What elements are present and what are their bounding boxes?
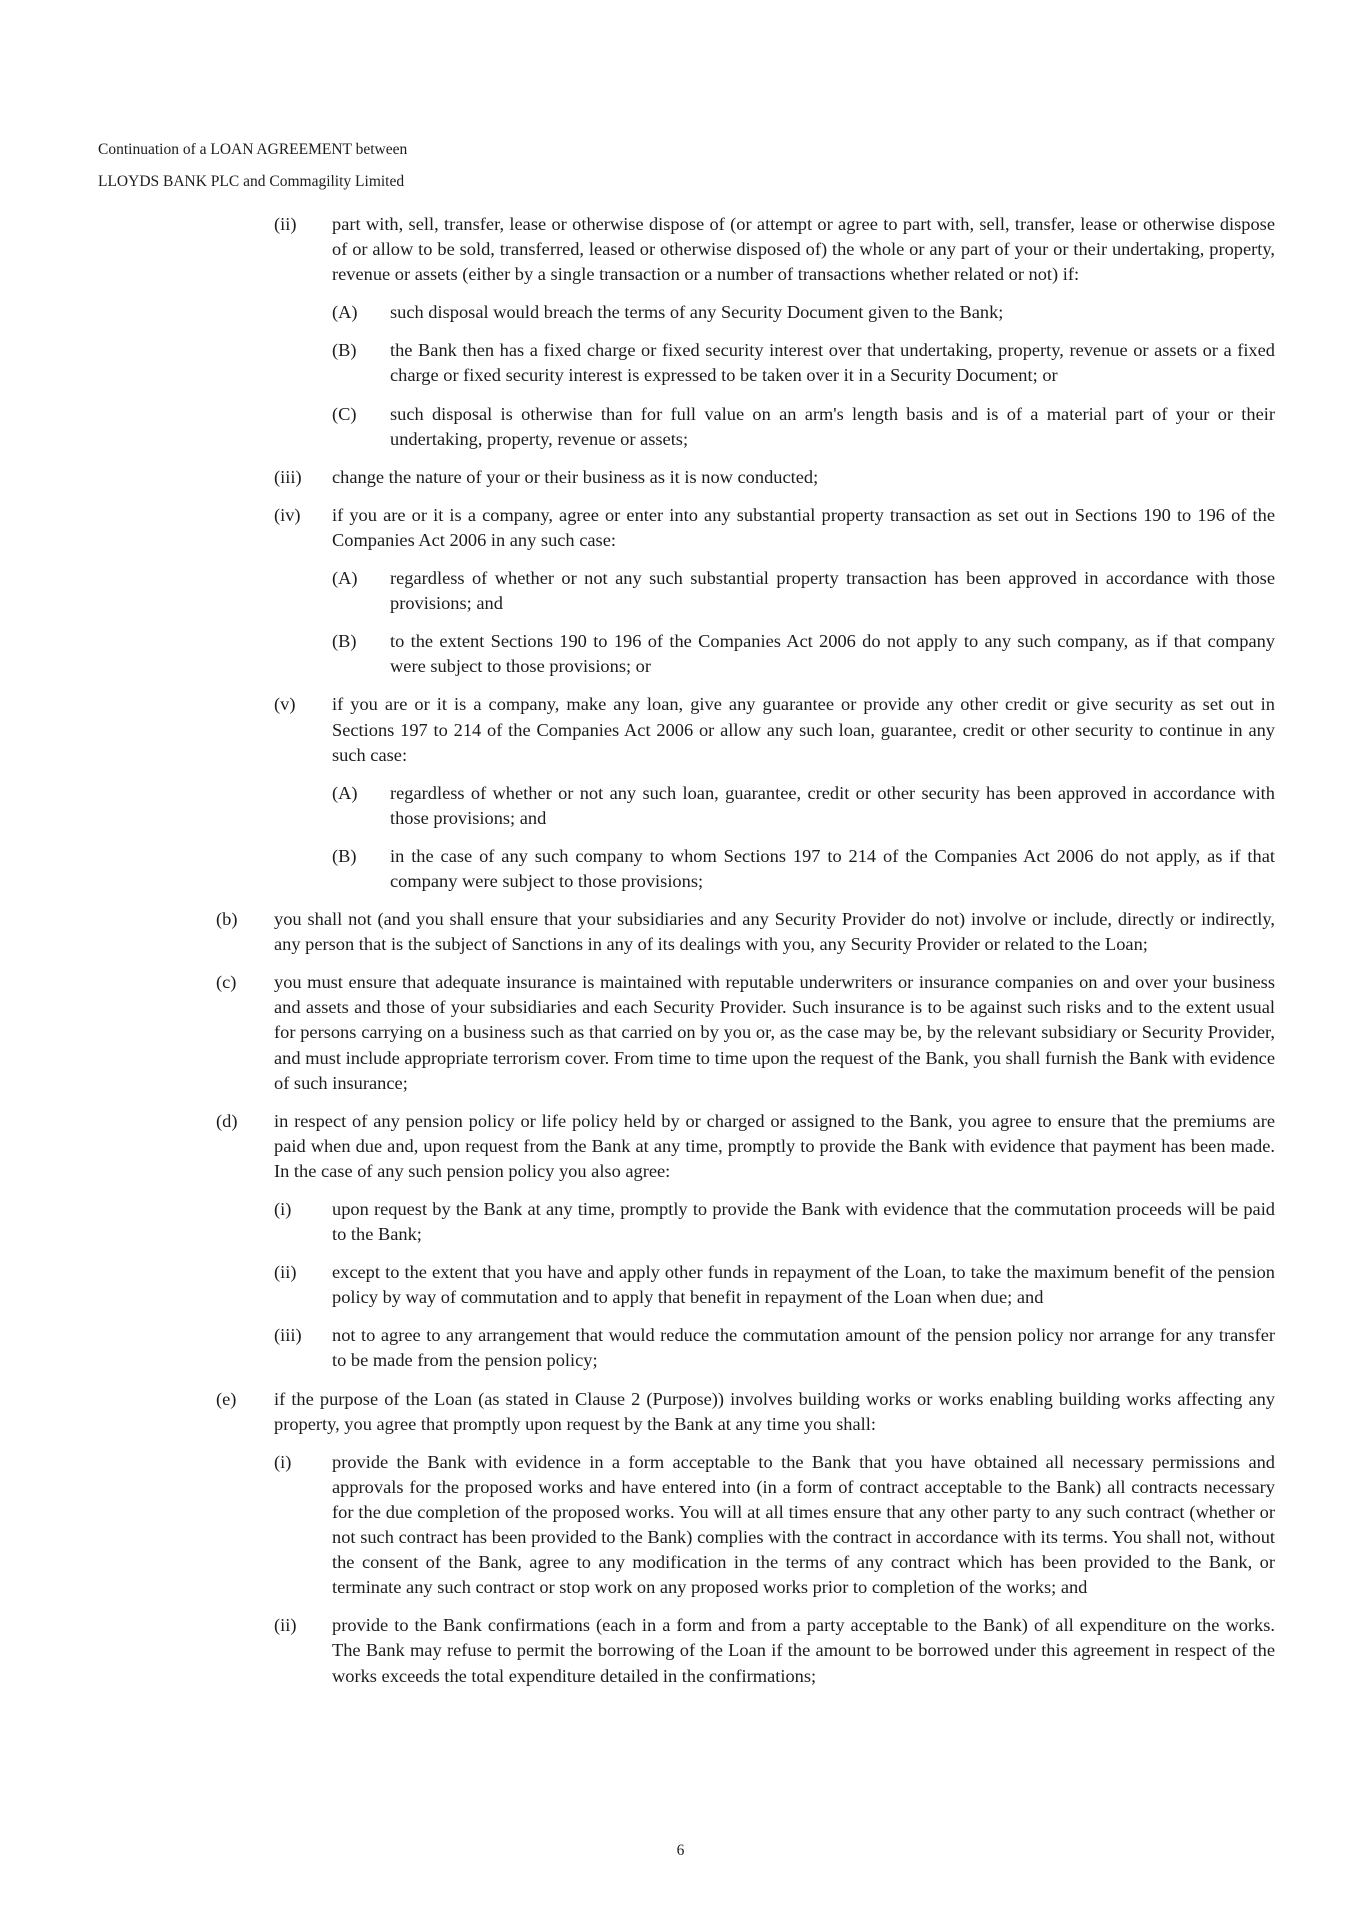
clause-text: provide to the Bank confirmations (each in a form and from a party acceptable to the Bank) of all expenditure on the works. The Bank may refuse to permit the borrowing of the Loan if the amount to be borrowed under this agreement in respect of the works exceeds the total expenditure detailed in the confirmations; <box>332 1615 1275 1686</box>
clause-item <box>216 907 1275 957</box>
clause-text: you shall not (and you shall ensure that your subsidiaries and any Security Provider do not) involve or include, directly or indirectly, any person that is the subject of Sanctions in any of its dealings with you, any Security Provider or related to the Loan; <box>274 909 1275 955</box>
clause-item <box>332 629 1275 679</box>
clause-label: (ii) <box>274 1262 297 1283</box>
clause-text: in respect of any pension policy or life policy held by or charged or assigned to the Bank, you agree to ensure that the premiums are paid when due and, upon request from the Bank at any time, promptly to provide the Bank with evidence that payment has been made. In the case of any such pension policy you also agree: <box>274 1110 1275 1181</box>
clause-item <box>274 212 1275 287</box>
clause-text: not to agree to any arrangement that would reduce the commutation amount of the pension policy nor arrange for any transfer to be made from the pension policy; <box>332 1325 1275 1371</box>
clause-text: regardless of whether or not any such substantial property transaction has been approved in accordance with those provisions; and <box>390 568 1275 614</box>
clause-item <box>274 503 1275 553</box>
clause-text: regardless of whether or not any such loan, guarantee, credit or other security has been approved in accordance with those provisions; and <box>390 782 1275 828</box>
clause-label: (b) <box>216 909 238 930</box>
clause-text: provide the Bank with evidence in a form acceptable to the Bank that you have obtained all necessary permissions and approvals for the proposed works and have entered into (in a form of contract acceptable to the Bank) all contracts necessary for the due completion of the proposed works. You will at all times ensure that any other party to any such contract (whether or not such contract has been provided to the Bank) complies with the contract in accordance with its terms. You shall not, without the consent of the Bank, agree to any modification in the terms of any contract which has been provided to the Bank, or terminate any such contract or stop work on any proposed works prior to completion of the works; and <box>332 1451 1275 1598</box>
page-number: 6 <box>676 1842 685 1859</box>
clause-item <box>274 1197 1275 1247</box>
header-line-1: Continuation of a LOAN AGREEMENT between <box>98 141 408 158</box>
clause-label: (A) <box>332 782 358 803</box>
clause-text: upon request by the Bank at any time, promptly to provide the Bank with evidence that the commutation proceeds will be paid to the Bank; <box>332 1199 1275 1245</box>
clause-label: (i) <box>274 1451 292 1472</box>
clause-label: (B) <box>332 845 357 866</box>
clause-item <box>274 1613 1275 1688</box>
clause-item <box>274 1450 1275 1601</box>
clause-item <box>332 300 1275 325</box>
clause-item <box>274 1323 1275 1373</box>
clause-label: (i) <box>274 1199 292 1219</box>
clause-label: (iv) <box>274 504 301 525</box>
clause-item <box>216 1387 1275 1437</box>
clause-item <box>274 692 1275 767</box>
clause-label: (iii) <box>274 466 302 487</box>
clause-text: such disposal is otherwise than for full value on an arm's length basis and is of a material part of your or their undertaking, property, revenue or assets; <box>390 403 1275 449</box>
clause-text: if you are or it is a company, make any loan, give any guarantee or provide any other credit or give security as set out in Sections 197 to 214 of the Companies Act 2006 or allow any such loan, guarantee, credit or other security to continue in any such case: <box>332 694 1275 765</box>
document-header <box>98 134 407 198</box>
clause-text: except to the extent that you have and apply other funds in repayment of the Loan, to take the maximum benefit of the pension policy by way of commutation and to apply that benefit in repayment of the Loan when due; and <box>332 1262 1275 1308</box>
clause-text: part with, sell, transfer, lease or otherwise dispose of (or attempt or agree to part with, sell, transfer, lease or otherwise dispose of or allow to be sold, transferred, leased or otherwise disposed of) the whole or any part of your or their undertaking, property, revenue or assets (either by a single transaction or a number of transactions whether related or not) if: <box>332 214 1275 285</box>
clause-item <box>332 844 1275 894</box>
clause-text: change the nature of your or their business as it is now conducted; <box>332 466 819 487</box>
clause-text: if you are or it is a company, agree or enter into any substantial property transaction as set out in Sections 190 to 196 of the Companies Act 2006 in any such case: <box>332 504 1275 550</box>
clause-label: (ii) <box>274 214 297 234</box>
clause-label: (C) <box>332 403 357 424</box>
clause-item <box>216 970 1275 1095</box>
clause-item <box>274 465 1275 490</box>
clause-label: (A) <box>332 302 358 323</box>
clause-text: such disposal would breach the terms of any Security Document given to the Bank; <box>390 302 1004 323</box>
clause-item <box>332 781 1275 831</box>
clause-text: in the case of any such company to whom Sections 197 to 214 of the Companies Act 2006 do not apply, as if that company were subject to those provisions; <box>390 845 1275 891</box>
clause-label: (iii) <box>274 1325 302 1346</box>
clause-label: (v) <box>274 694 296 715</box>
clause-item <box>332 402 1275 452</box>
clause-text: the Bank then has a fixed charge or fixed security interest over that undertaking, property, revenue or assets or a fixed charge or fixed security interest is expressed to be taken over it in a Security Document; or <box>390 340 1275 386</box>
clause-label: (B) <box>332 631 357 652</box>
clause-text: if the purpose of the Loan (as stated in Clause 2 (Purpose)) involves building works or works enabling building works affecting any property, you agree that promptly upon request by the Bank at any time you shall: <box>274 1388 1275 1434</box>
document-body <box>0 212 1361 1702</box>
clause-item <box>332 566 1275 616</box>
clause-label: (d) <box>216 1110 238 1131</box>
clause-label: (B) <box>332 340 357 361</box>
clause-label: (c) <box>216 972 237 993</box>
clause-item <box>216 1109 1275 1184</box>
clause-item <box>332 338 1275 388</box>
clause-label: (A) <box>332 568 358 589</box>
clause-label: (e) <box>216 1388 237 1409</box>
clause-label: (ii) <box>274 1615 297 1636</box>
clause-text: you must ensure that adequate insurance is maintained with reputable underwriters or insurance companies on and over your business and assets and those of your subsidiaries and each Security Provider. Such insurance is to be against such risks and to the extent usual for persons carrying on a business such as that carried on by you or, as the case may be, by the relevant subsidiary or Security Provider, and must include appropriate terrorism cover. From time to time upon the request of the Bank, you shall furnish the Bank with evidence of such insurance; <box>274 972 1275 1093</box>
clause-item <box>274 1260 1275 1310</box>
clause-text: to the extent Sections 190 to 196 of the Companies Act 2006 do not apply to any such company, as if that company were subject to those provisions; or <box>390 631 1275 677</box>
header-line-2: LLOYDS BANK PLC and Commagility Limited <box>98 173 405 190</box>
